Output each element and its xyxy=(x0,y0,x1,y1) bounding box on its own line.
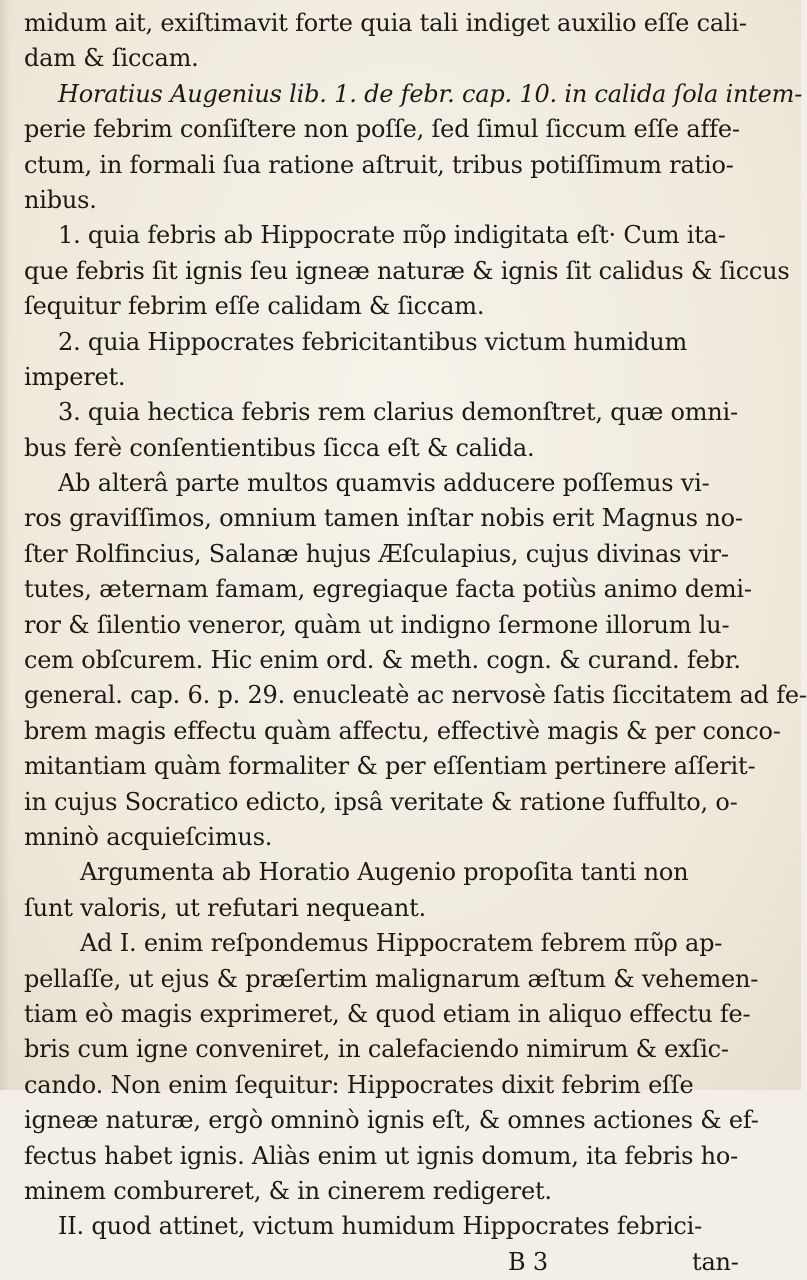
text-line: bus ferè conſentientibus ſicca eſt & calida. xyxy=(24,433,535,462)
text-line: Horatius Augenius lib. 1. de febr. cap. 10. in calida ſola intem- xyxy=(58,79,803,108)
text-block xyxy=(24,6,807,1280)
text-line: Ad I. enim reſpondemus Hippocratem febrem πῦρ ap- xyxy=(80,929,723,958)
text-line: mitantiam quàm formaliter & per eſſentiam pertinere aſſerit- xyxy=(24,752,756,781)
text-line: 1. quia febris ab Hippocrate πῦρ indigitata eſt· Cum ita- xyxy=(58,221,726,250)
text-line: in cujus Socratico edicto, ipsâ veritate & ratione ſuffulto, o- xyxy=(24,787,738,816)
text-line: 2. quia Hippocrates febricitantibus victum humidum xyxy=(58,327,688,356)
text-line: perie febrim conſiſtere non poſſe, ſed ſimul ſiccum eſſe affe- xyxy=(24,115,740,144)
text-line: ctum, in formali ſua ratione aſtruit, tribus potiſſimum ratio- xyxy=(24,150,734,179)
text-line: cando. Non enim ſequitur: Hippocrates dixit febrim eſſe xyxy=(24,1070,694,1099)
page-footer xyxy=(24,1245,784,1280)
text-line: ſequitur febrim eſſe calidam & ſiccam. xyxy=(24,292,485,321)
text-line: nibus. xyxy=(24,185,97,214)
text-line: tiam eò magis exprimeret, & quod etiam in aliquo effectu fe- xyxy=(24,999,751,1028)
text-line: que febris ſit ignis ſeu igneæ naturæ & ignis ſit calidus & ſiccus xyxy=(24,256,790,285)
text-line: dam & ſiccam. xyxy=(24,44,199,73)
text-line: 3. quia hectica febris rem clarius demonſtret, quæ omni- xyxy=(58,398,738,427)
text-line: brem magis effectu quàm affectu, effectivè magis & per conco- xyxy=(24,716,781,745)
text-line: ros graviſſimos, omnium tamen inſtar nobis erit Magnus no- xyxy=(24,504,743,533)
text-line: imperet. xyxy=(24,362,126,391)
text-line: ſunt valoris, ut refutari nequeant. xyxy=(24,893,426,922)
text-line: ſter Rolfincius, Salanæ hujus Æſculapius, cujus divinas vir- xyxy=(24,539,729,568)
text-line: fectus habet ignis. Aliàs enim ut ignis domum, ita febris ho- xyxy=(24,1141,739,1170)
text-line: tutes, æternam famam, egregiaque facta potiùs animo demi- xyxy=(24,575,752,604)
text-line: pellaſſe, ut ejus & præſertim malignarum æſtum & vehemen- xyxy=(24,964,759,993)
text-line: bris cum igne conveniret, in calefaciendo nimirum & exſic- xyxy=(24,1035,729,1064)
text-line: midum ait, exiſtimavit forte quia tali indiget auxilio eſſe cali- xyxy=(24,9,747,37)
text-line: cem obſcurem. Hic enim ord. & meth. cogn. & curand. febr. xyxy=(24,646,741,675)
text-line: general. cap. 6. p. 29. enucleatè ac nervosè ſatis ſiccitatem ad fe- xyxy=(24,681,807,710)
page-edge-shadow xyxy=(0,0,10,1090)
text-line: mninò acquieſcimus. xyxy=(24,822,273,851)
text-line: igneæ naturæ, ergò omninò ignis eſt, & omnes actiones & ef- xyxy=(24,1106,759,1135)
text-line: minem combureret, & in cinerem redigeret. xyxy=(24,1176,552,1205)
text-line: ror & ſilentio veneror, quàm ut indigno ſermone illorum lu- xyxy=(24,610,730,639)
text-line: Ab alterâ parte multos quamvis adducere poſſemus vi- xyxy=(58,469,710,498)
text-line: Argumenta ab Horatio Augenio propoſita tanti non xyxy=(80,858,689,887)
signature-mark: B 3 xyxy=(508,1247,548,1276)
text-line: II. quod attinet, victum humidum Hippocrates febrici- xyxy=(58,1212,703,1241)
catchword: tan- xyxy=(692,1247,739,1276)
